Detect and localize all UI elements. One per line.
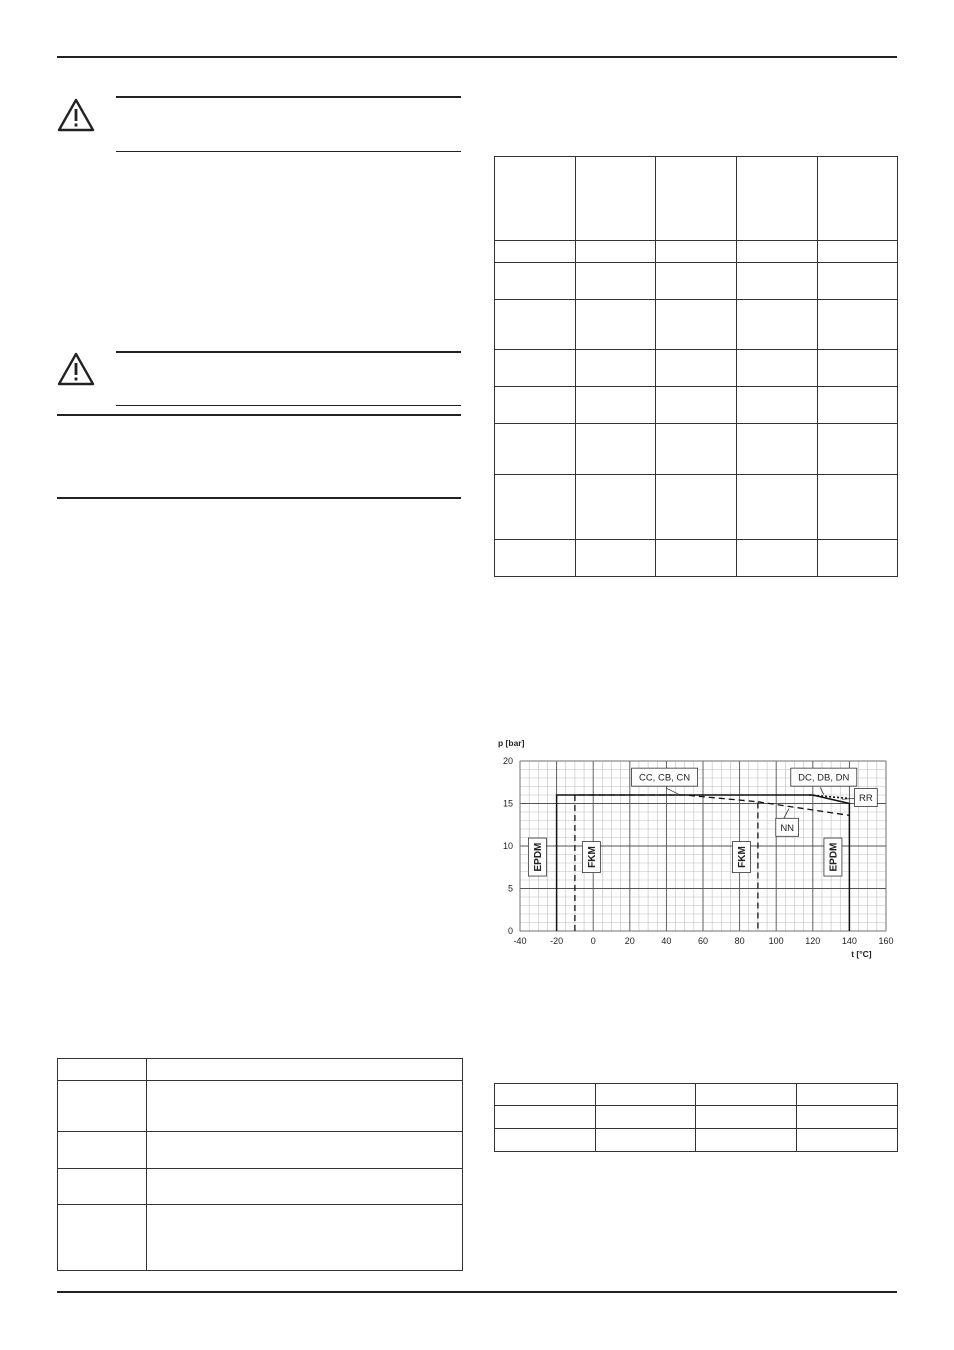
table-header-cell [576, 157, 656, 241]
warning-top-rule [116, 96, 461, 98]
x-tick-label: 160 [878, 936, 894, 946]
warning-triangle-icon [57, 352, 95, 386]
table-row [495, 540, 898, 577]
x-tick-label: 20 [624, 936, 635, 946]
table-header-cell [737, 157, 818, 241]
x-axis-label: t [°C] [851, 949, 872, 959]
y-tick-label: 0 [507, 926, 513, 936]
x-tick-label: 120 [805, 936, 821, 946]
table-row [495, 350, 898, 387]
table-row [58, 1059, 463, 1081]
table-row [495, 475, 898, 540]
y-tick-label: 10 [502, 841, 513, 851]
warning-bottom-rule [116, 405, 461, 406]
table-header-cell [495, 157, 576, 241]
annotation-label: DC, DB, DN [798, 772, 850, 784]
x-tick-label: 60 [697, 936, 709, 946]
annotation-label: NN [780, 822, 795, 834]
region-label: FKM [736, 846, 748, 868]
x-tick-label: -20 [550, 936, 564, 946]
header-rule [57, 56, 897, 58]
y-tick-label: 5 [507, 883, 513, 894]
region-label: FKM [586, 846, 598, 868]
table-row [495, 1106, 898, 1129]
x-tick-label: -40 [513, 936, 527, 946]
x-tick-label: 140 [841, 936, 857, 946]
warning-top-rule [116, 351, 461, 353]
table-row [495, 387, 898, 424]
dimension-table [494, 1083, 898, 1152]
table-header-cell [656, 157, 737, 241]
table-row [495, 1129, 898, 1152]
note-top-rule [57, 414, 461, 416]
table-row [58, 1132, 463, 1169]
note-bottom-rule [57, 497, 461, 499]
x-tick-label: 100 [768, 936, 784, 946]
table-row [58, 1205, 463, 1271]
region-label: EPDM [828, 842, 840, 872]
table-row [58, 1081, 463, 1132]
region-label: EPDM [532, 842, 544, 872]
table-row [495, 424, 898, 475]
x-tick-label: 0 [590, 936, 596, 946]
x-tick-label: 80 [734, 936, 745, 946]
pressure-temperature-chart [494, 735, 904, 967]
table-row [495, 1084, 898, 1106]
annotation-leader [666, 788, 679, 794]
y-tick-label: 20 [502, 756, 513, 766]
table-row [58, 1169, 463, 1205]
table-header-cell [818, 157, 898, 241]
annotation-label: RR [859, 793, 873, 805]
annotation-label: CC, CB, CN [638, 772, 691, 784]
warning-triangle-icon [57, 98, 95, 132]
y-tick-label: 15 [502, 798, 513, 809]
y-axis-label: p [bar] [498, 738, 525, 748]
material-table [494, 156, 898, 577]
x-tick-label: 40 [661, 936, 672, 946]
warning-bottom-rule [116, 151, 461, 152]
table-row [495, 300, 898, 350]
annotation-leader [842, 798, 855, 799]
footer-rule [57, 1291, 897, 1293]
description-table [57, 1058, 463, 1271]
table-row [495, 241, 898, 263]
annotation-leader [784, 809, 789, 819]
table-row [495, 263, 898, 300]
